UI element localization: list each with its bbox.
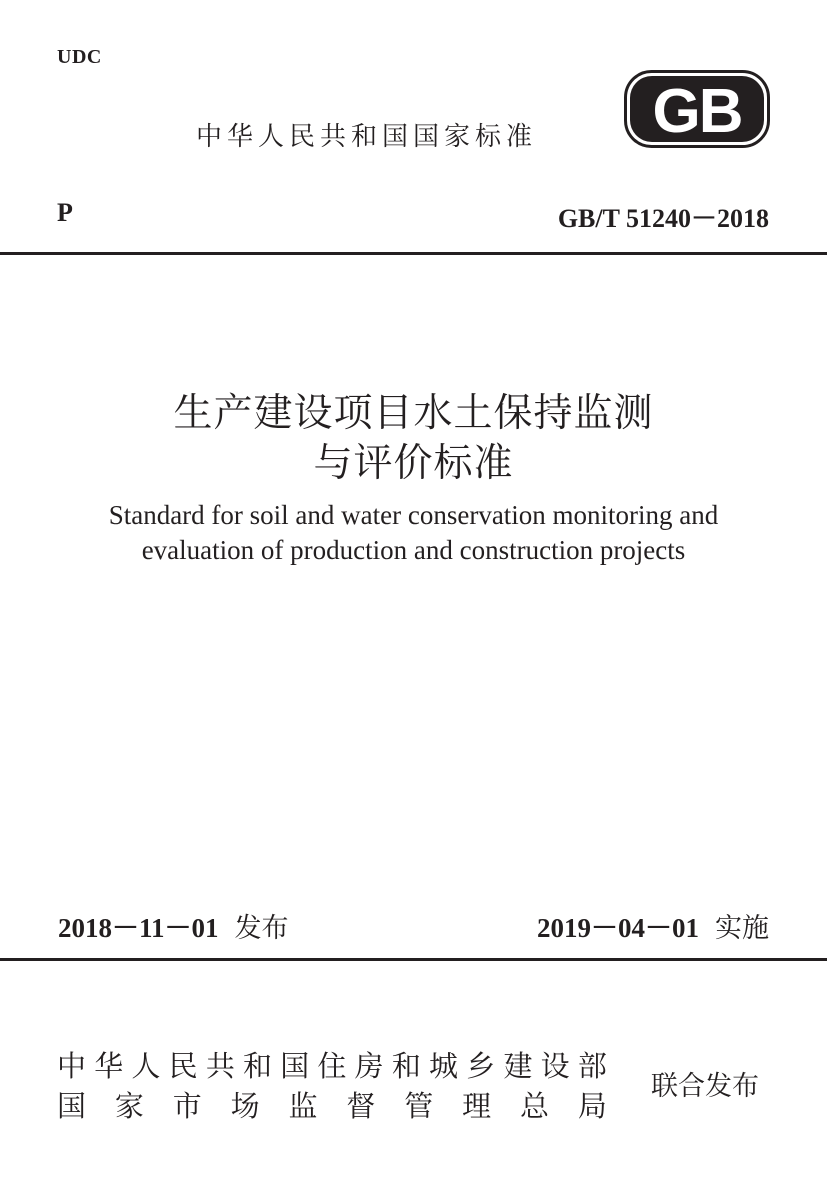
issuer-char: 国 [280, 1049, 310, 1083]
issuer-char: 民 [168, 1049, 198, 1083]
issuer-char: 和 [243, 1049, 273, 1083]
issuer-char: 理 [462, 1089, 492, 1123]
issuer-char: 中 [57, 1049, 87, 1083]
issuer-char: 总 [520, 1089, 550, 1123]
issuer-char: 管 [404, 1089, 434, 1123]
issuer-char: 房 [354, 1049, 384, 1083]
issuer-char: 部 [577, 1049, 607, 1083]
issuer-char: 华 [94, 1049, 124, 1083]
issuer-char: 国 [57, 1089, 87, 1123]
issuer-char: 监 [288, 1089, 318, 1123]
issuer-char: 督 [346, 1089, 376, 1123]
issue-word: 发布 [234, 913, 289, 944]
title-en-line1: Standard for soil and water conservation monitoring and [108, 500, 719, 530]
national-standard-heading: 中华人民共和国国家标准 [196, 122, 538, 152]
effective-date-block [537, 906, 769, 945]
gb-logo-text: GB [652, 77, 742, 146]
effective-date: 2019－04－01 [537, 913, 699, 943]
issuer-char: 场 [230, 1089, 260, 1123]
issuer-char: 建 [503, 1049, 533, 1083]
bottom-divider [0, 958, 827, 961]
issuer-char: 住 [317, 1049, 347, 1083]
issuer-char: 共 [205, 1049, 235, 1083]
title-zh-line1: 生产建设项目水土保持监测 [173, 391, 654, 436]
issuer-char: 家 [114, 1089, 144, 1123]
issuer-char: 和 [391, 1049, 421, 1083]
title-en-line2: evaluation of production and construction projects [141, 535, 686, 565]
udc-label: UDC [57, 46, 102, 68]
joint-issue-label: 联合发布 [651, 1071, 759, 1102]
standard-number: GB/T 51240－2018 [557, 204, 769, 233]
issuer-char: 乡 [466, 1049, 496, 1083]
title-zh-line2: 与评价标准 [313, 441, 514, 486]
gb-logo-icon [624, 70, 770, 148]
issue-date: 2018－11－01 [58, 913, 219, 943]
issuer-char: 人 [131, 1049, 161, 1083]
issuer-char: 城 [429, 1049, 459, 1083]
issuer-line1 [57, 1044, 607, 1085]
issuer-char: 市 [172, 1089, 202, 1123]
classification-code: P [57, 198, 73, 227]
issuer-char: 设 [540, 1049, 570, 1083]
top-divider [0, 252, 827, 255]
issuer-char: 局 [577, 1089, 607, 1123]
issuer-line2 [57, 1084, 607, 1125]
effective-word: 实施 [715, 913, 769, 944]
issue-date-block [58, 906, 289, 945]
